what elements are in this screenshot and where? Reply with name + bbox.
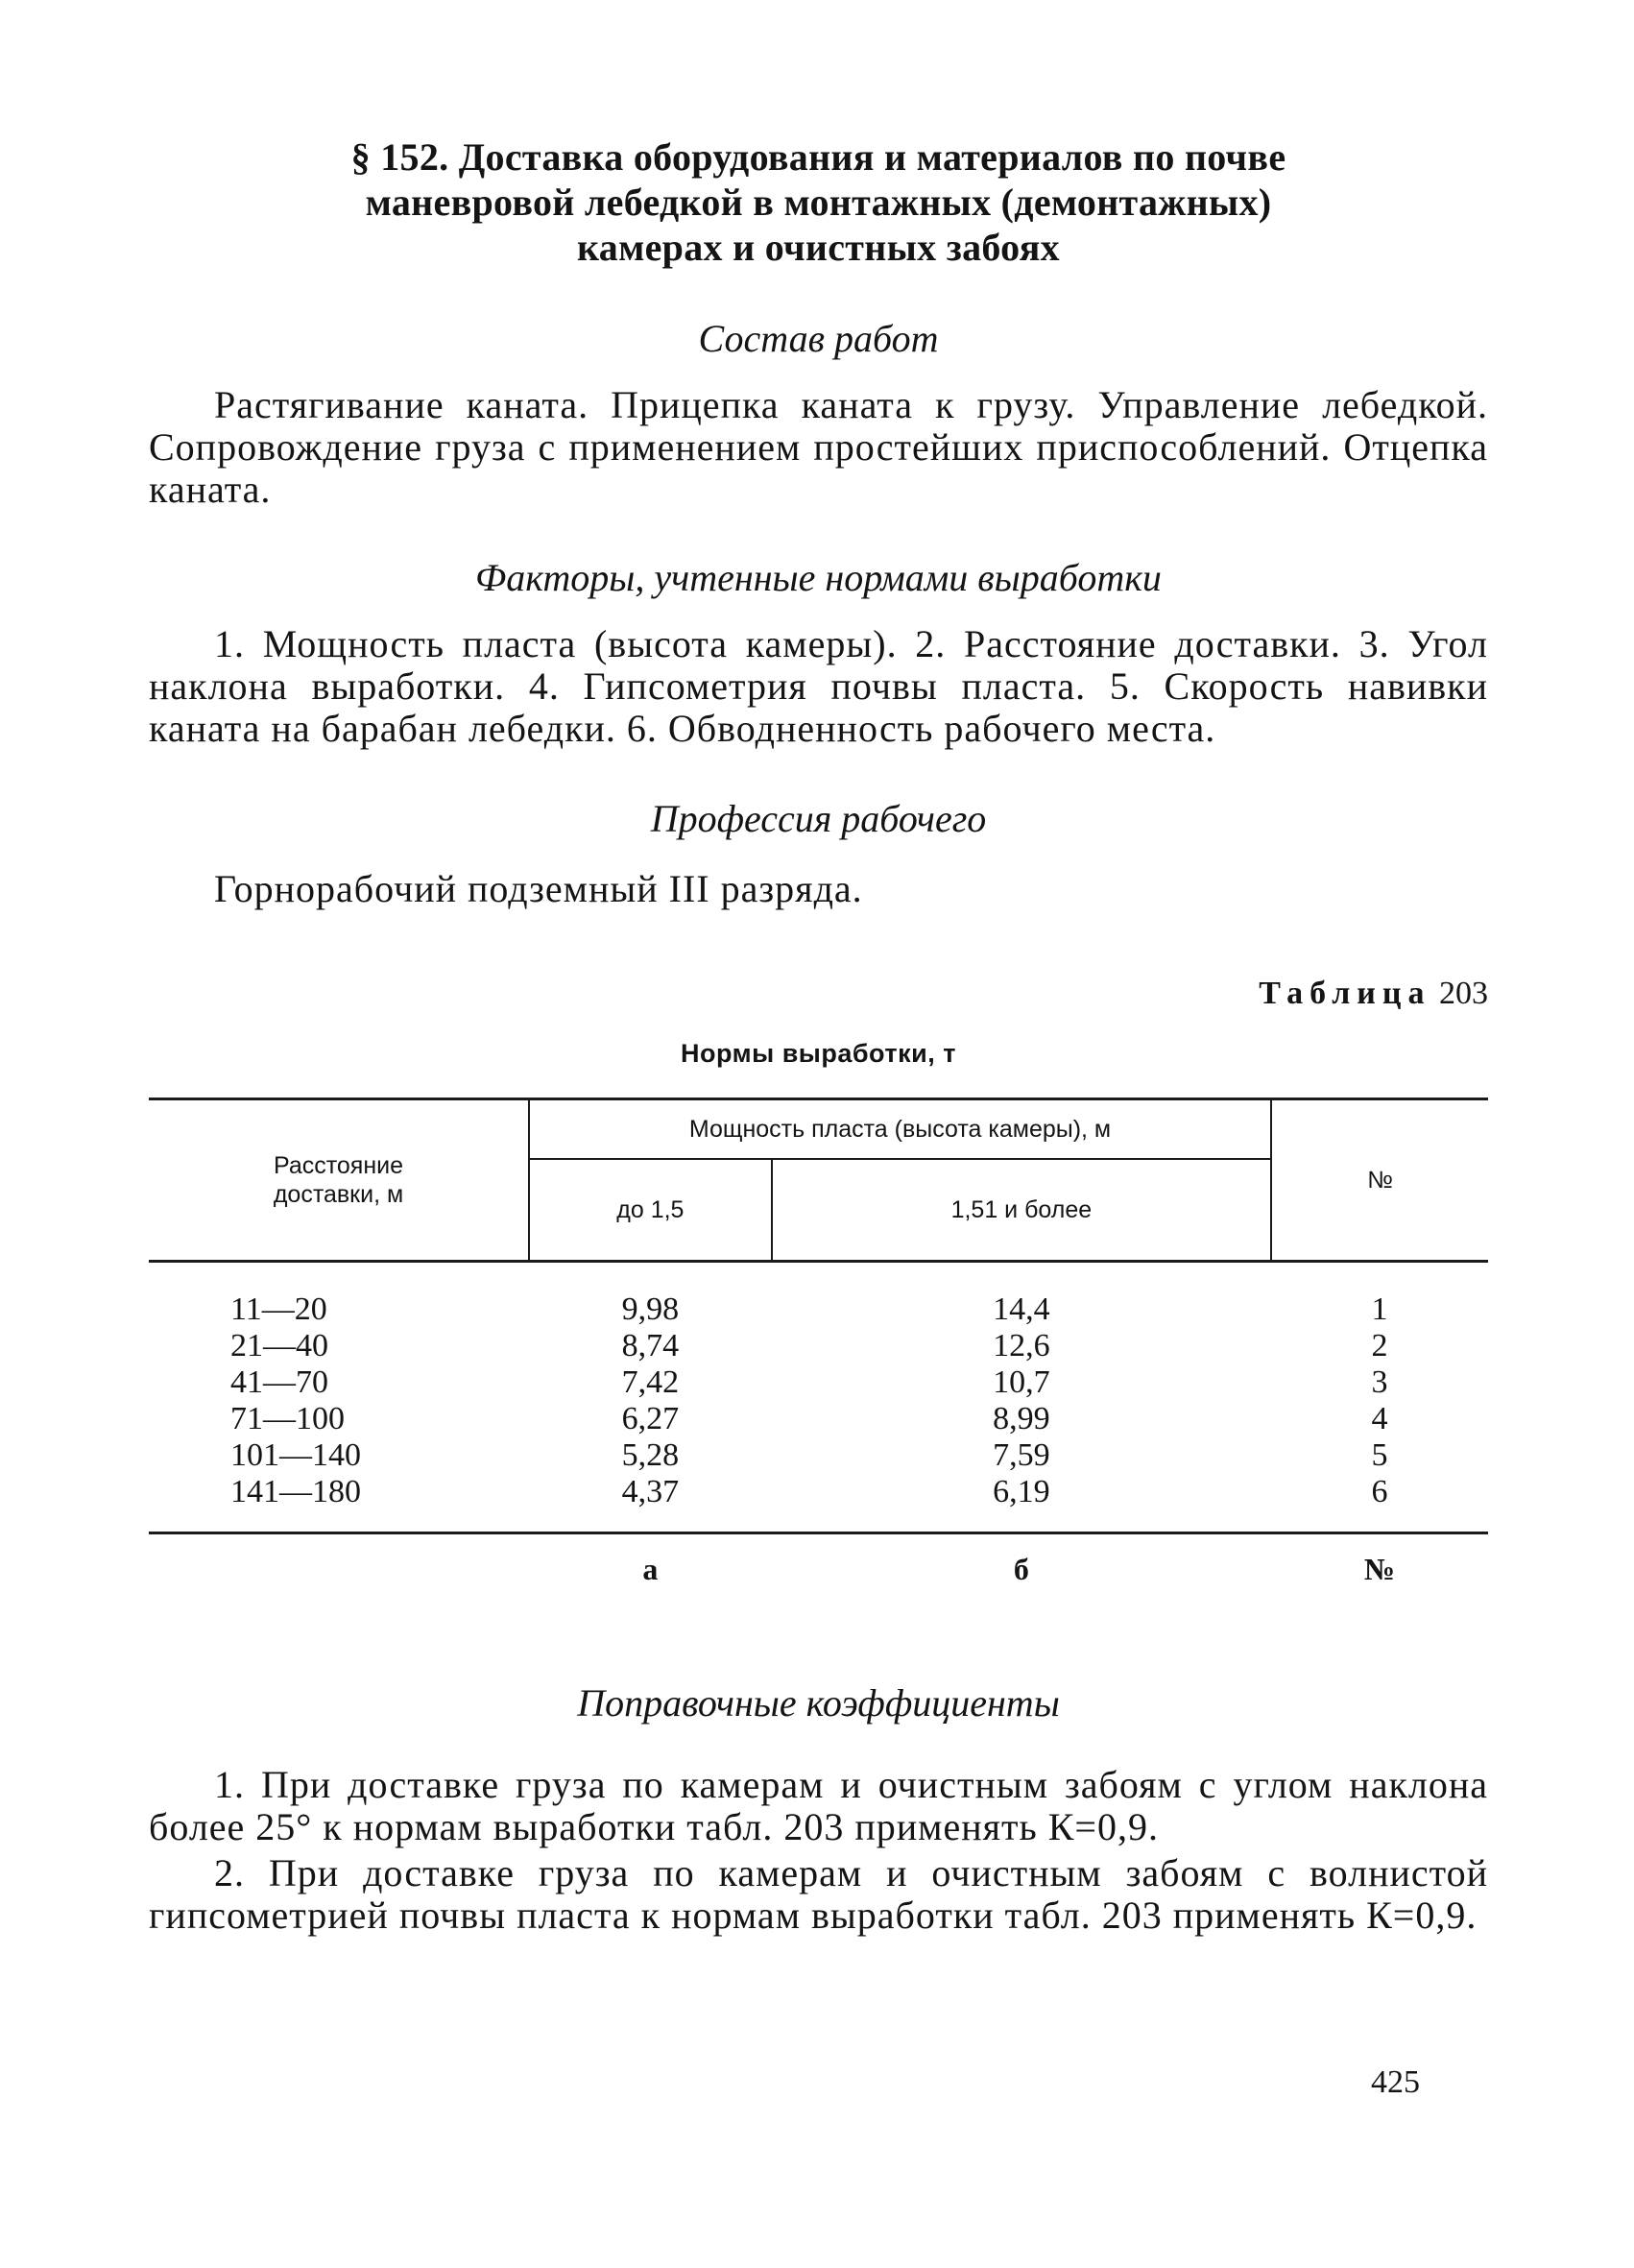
cell-a: 4,37	[529, 1474, 772, 1533]
table-row	[149, 1364, 1488, 1401]
document-page	[149, 115, 1488, 1937]
cell-b: 8,99	[993, 1401, 1050, 1436]
table-footer-row	[149, 1533, 1488, 1589]
cell-a: 8,74	[621, 1328, 680, 1363]
cell-a: 9,98	[621, 1291, 680, 1327]
table-title: Нормы выработки, т	[681, 1039, 956, 1068]
section-title-line-2: маневровой лебедкой в монтажных (демонтажных)	[365, 181, 1272, 224]
section-title	[149, 134, 1488, 270]
header-number: №	[1271, 1099, 1488, 1262]
cell-number: 2	[1371, 1328, 1388, 1363]
cell-number: 4	[1371, 1401, 1388, 1436]
cell-distance: 101—140	[230, 1437, 361, 1473]
header-distance-line-2: доставки, м	[273, 1181, 404, 1208]
cell-b: 7,59	[993, 1437, 1050, 1473]
table-row	[149, 1262, 1488, 1329]
cell-distance: 71—100	[230, 1401, 345, 1436]
table-row	[149, 1474, 1488, 1533]
composition-heading: Состав работ	[698, 317, 939, 360]
cell-number: 3	[1371, 1364, 1388, 1400]
norms-table	[149, 1098, 1488, 1588]
table-row	[149, 1328, 1488, 1364]
table-caption-word: Таблица	[1259, 976, 1431, 1011]
footer-col-a: а	[642, 1552, 659, 1586]
cell-number: 1	[1371, 1291, 1388, 1327]
factors-text: 1. Мощность пласта (высота камеры). 2. Расстояние доставки. 3. Угол наклона выработки. 4. Гипсометрия почвы пласта. 5. Скорость навивки каната на барабан лебедки. 6. Обводненность рабочего места.	[149, 622, 1488, 750]
composition-text: Растягивание каната. Прицепка каната к грузу. Управление лебедкой. Сопровождение груза с применением простейших приспособлений. Отцепка каната.	[149, 383, 1488, 511]
header-seam-thickness: Мощность пласта (высота камеры), м	[529, 1099, 1271, 1160]
correction-item-1: 1. При доставке груза по камерам и очистным забоям с углом наклона более 25° к нормам выработки табл. 203 применять К=0,9.	[149, 1763, 1488, 1848]
profession-text: Горнорабочий подземный III разряда.	[214, 867, 863, 910]
section-title-line-1: § 152. Доставка оборудования и материалов по почве	[350, 135, 1286, 179]
footer-number: №	[1363, 1552, 1396, 1586]
table-row	[149, 1401, 1488, 1437]
footer-col-b: б	[1013, 1552, 1029, 1586]
cell-a: 7,42	[621, 1364, 680, 1400]
profession-heading: Профессия рабочего	[650, 797, 987, 840]
header-col-a: до 1,5	[529, 1159, 772, 1262]
corrections-heading: Поправочные коэффициенты	[577, 1681, 1060, 1725]
correction-item-2: 2. При доставке груза по камерам и очистным забоям с волнистой гипсометрией почвы пласта к нормам выработки табл. 203 применять К=0,9.	[149, 1851, 1488, 1937]
cell-distance: 41—70	[230, 1364, 328, 1400]
header-distance-line-1: Расстояние	[273, 1152, 404, 1179]
cell-a: 6,27	[621, 1401, 680, 1436]
cell-number: 5	[1371, 1437, 1388, 1473]
cell-b: 12,6	[993, 1328, 1050, 1363]
cell-b: 14,4	[993, 1291, 1050, 1327]
footer-empty	[149, 1533, 529, 1589]
table-caption	[149, 976, 1488, 1012]
header-distance	[149, 1099, 529, 1262]
cell-b: 10,7	[993, 1364, 1050, 1400]
section-title-line-3: камерах и очистных забоях	[577, 226, 1060, 269]
cell-distance: 21—40	[230, 1328, 328, 1363]
page-number: 425	[1371, 2064, 1420, 2100]
header-col-b: 1,51 и более	[772, 1159, 1271, 1262]
table-caption-number: 203	[1439, 976, 1488, 1011]
cell-number: 6	[1271, 1474, 1488, 1533]
factors-heading: Факторы, учтенные нормами выработки	[475, 556, 1162, 599]
cell-b: 6,19	[772, 1474, 1271, 1533]
cell-distance: 141—180	[149, 1474, 529, 1533]
cell-distance: 11—20	[230, 1291, 327, 1327]
table-row	[149, 1437, 1488, 1474]
cell-a: 5,28	[621, 1437, 680, 1473]
